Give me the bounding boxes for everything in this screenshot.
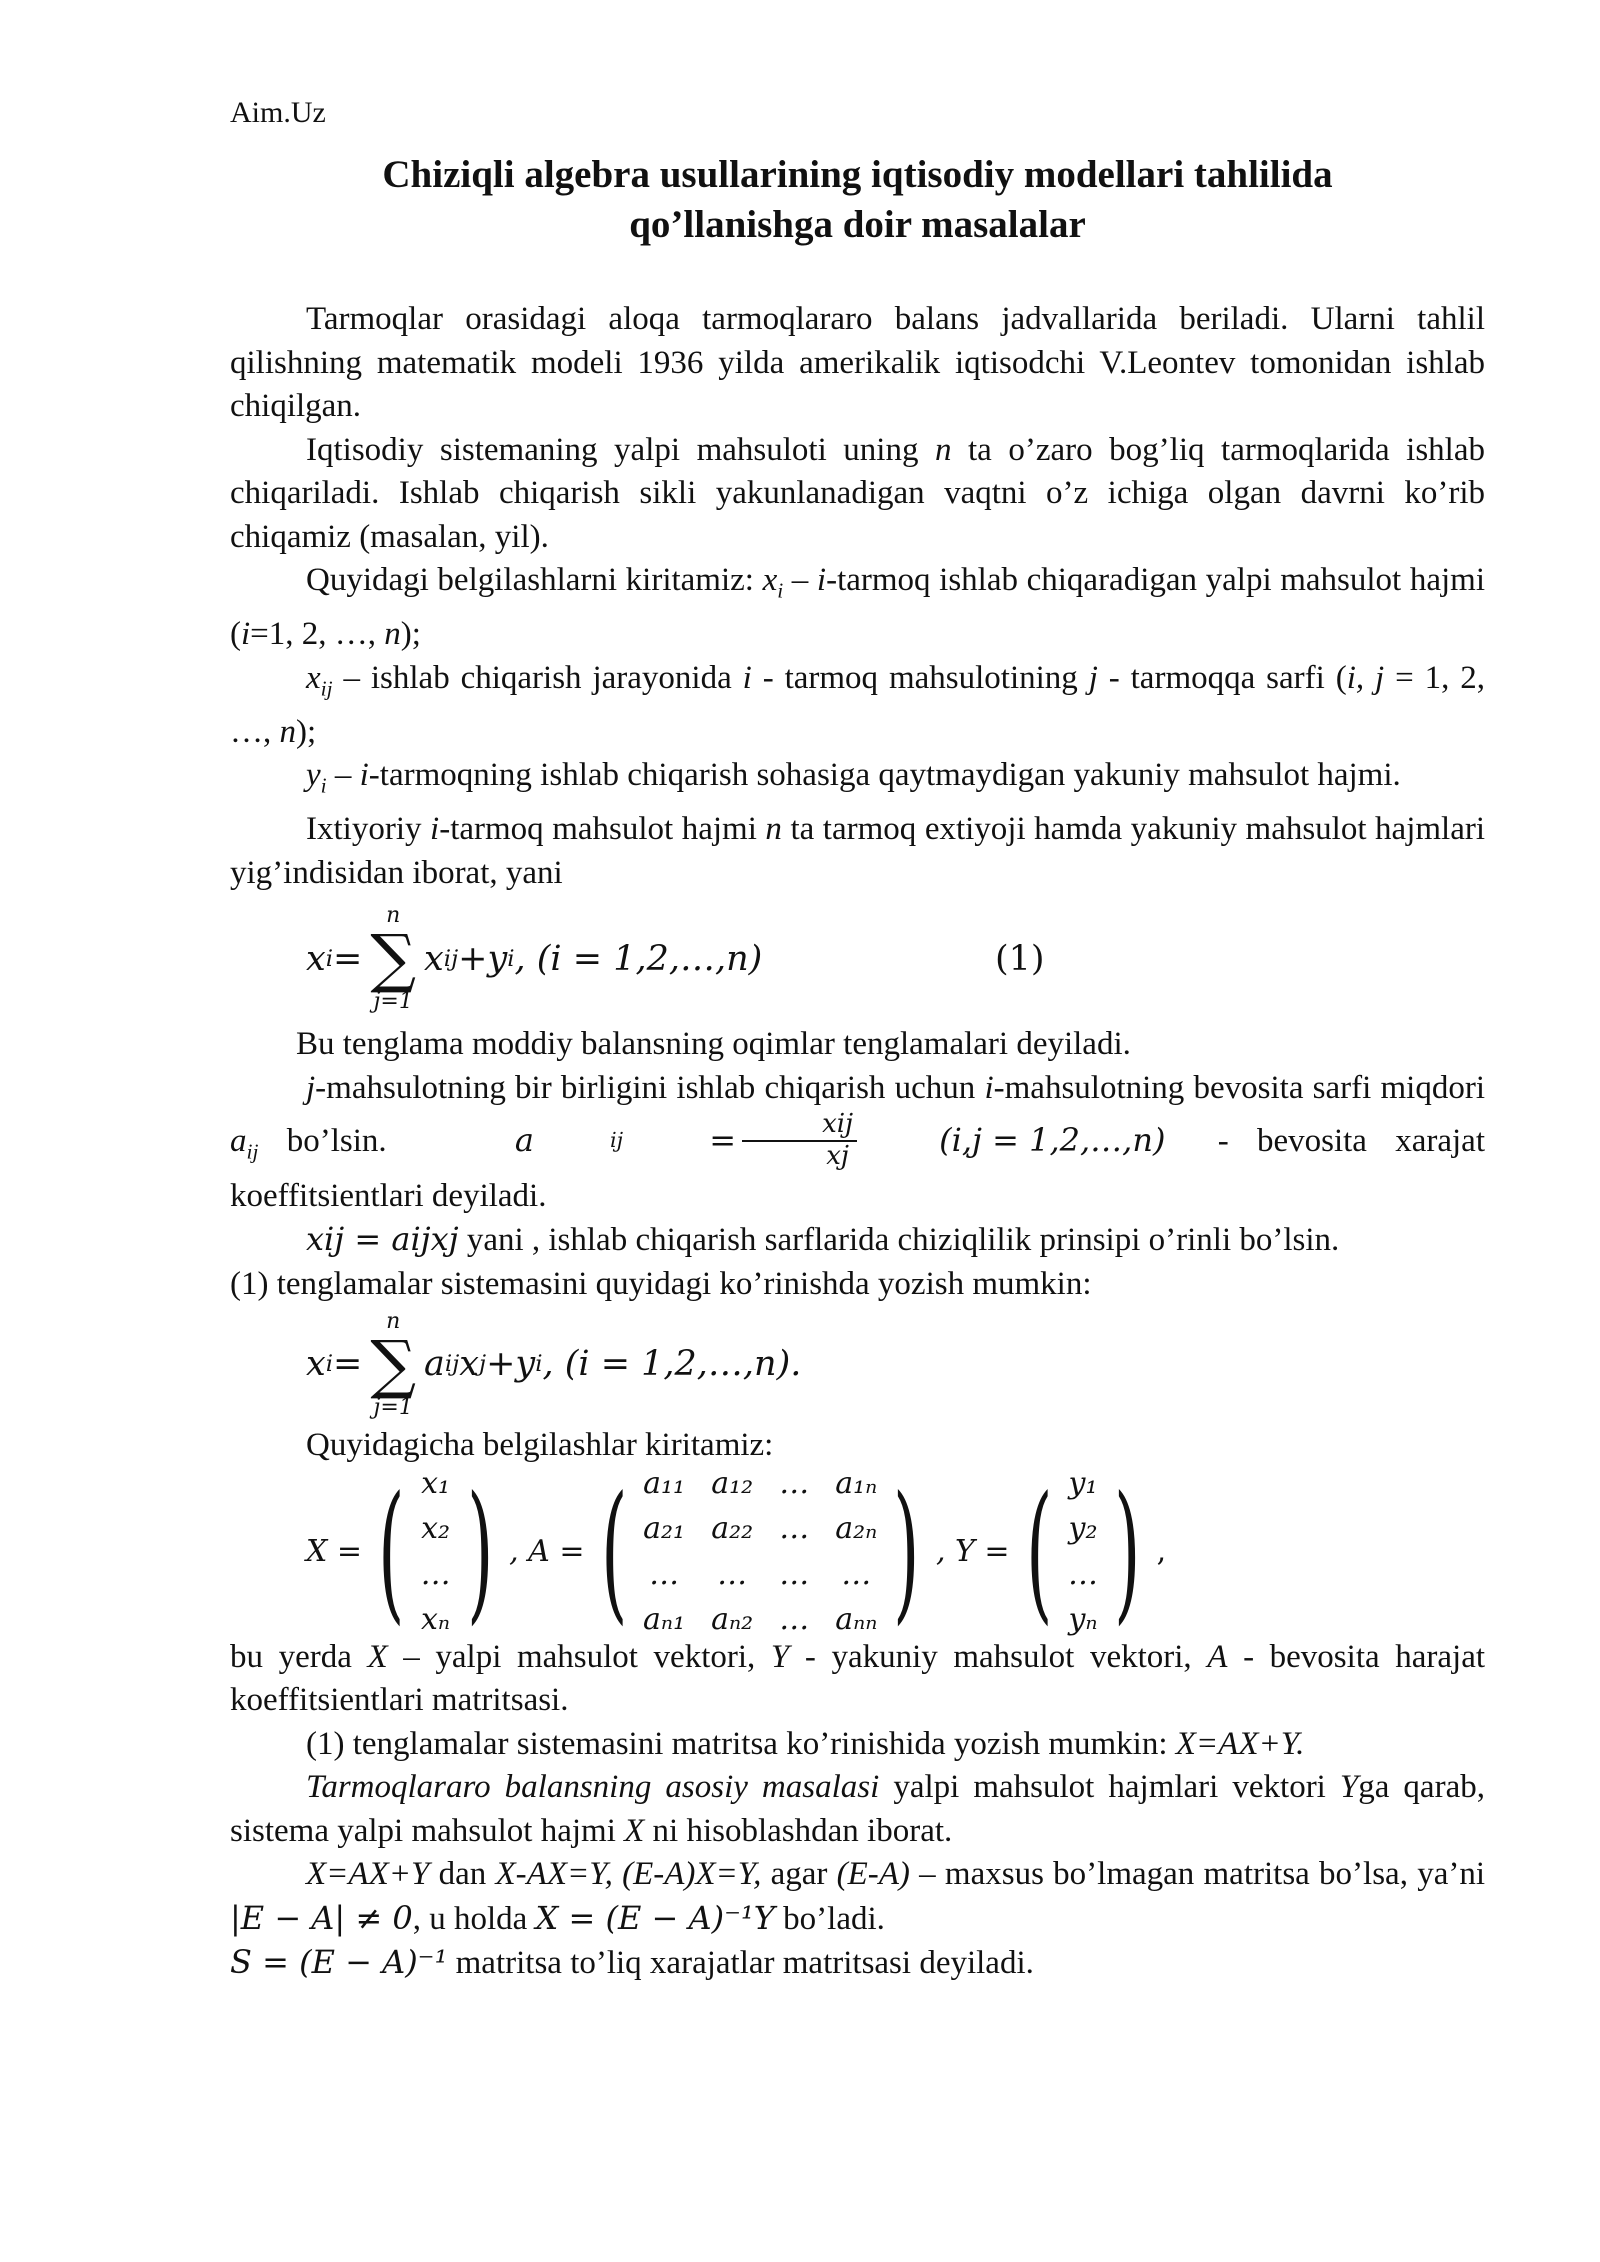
paragraph-3: Quyidagi belgilashlarni kiritamiz: $x_i$ – i-tarmoq ishlab chiqaradigan yalpi mahsulot hajmi (i=1, 2, …, n);: [230, 562, 1485, 653]
matrix-cell: …: [779, 1556, 810, 1592]
matrix-cell: …: [841, 1556, 872, 1592]
matrix-cell: …: [1068, 1556, 1099, 1592]
equation-1: x i = n ∑ j=1 x ij + y i , (i = 1,2,…,n) (1): [230, 895, 1485, 1023]
matrix-cell: …: [420, 1556, 451, 1592]
paragraph-1: Tarmoqlar orasidagi aloqa tarmoqlararo balans jadvallarida beriladi. Ularni tahlil qilishning matematik modeli 1936 yilda amerikalik iqtisodchi V.Leontev tomonidan ishlab chiqilgan.: [230, 301, 1485, 424]
matrix-cell: a₁ₙ: [835, 1465, 878, 1501]
matrix-cell: a₁₂: [711, 1465, 754, 1501]
matrix-x: [421, 1462, 451, 1642]
matrix-y: [1068, 1462, 1098, 1642]
matrix-cell: a₂₂: [711, 1511, 754, 1547]
coefficient-formula: a ij = $\frac{\text{xij}}{xj}$ (i,j = 1,2,…,n): [514, 1109, 1166, 1172]
matrix-cell: …: [649, 1556, 680, 1592]
paragraph-11: Quyidagicha belgilashlar kiritamiz:: [306, 1427, 774, 1464]
sum-symbol: n ∑ j=1: [370, 1309, 417, 1421]
matrix-cell: y₂: [1068, 1511, 1098, 1547]
paragraph-15: X=AX+Y dan X-AX=Y, (E-A)X=Y, agar (E-A) – maxsus bo’lmagan matritsa bo’lsa, ya’ni |E − A| ≠ 0, u holda X = (E − A)⁻¹Y bo’ladi.: [230, 1856, 1485, 1937]
matrix-cell: …: [717, 1556, 748, 1592]
document-body: [230, 298, 1485, 1986]
matrix-a: [643, 1462, 877, 1642]
paragraph-9: xij = aijxj yani , ishlab chiqarish sarflarida chiziqlilik prinsipi o’rinli bo’lsin.: [306, 1220, 1340, 1259]
equation-number: (1): [995, 938, 1045, 979]
paragraph-5: $y_i$ – i-tarmoqning ishlab chiqarish sohasiga qaytmaydigan yakuniy mahsulot hajmi.: [306, 757, 1401, 798]
matrix-definitions: X = ( x₁ x₂ … xₙ ) , A = ( a₁₁ a₁₂ … a₁ₙ a₂₁ a₂₂ … a₂ₙ … … … … aₙ₁ aₙ₂ … aₙₙ ) , Y = ( y₁ y₂ … yₙ ) ,: [230, 1468, 1485, 1636]
paragraph-2: Iqtisodiy sistemaning yalpi mahsuloti uning n ta o’zaro bog’liq tarmoqlarida ishlab chiqariladi. Ishlab chiqarish sikli yakunlanadigan vaqtni o’z ichiga olgan davrni ko’rib chiqamiz (masalan, yil).: [230, 431, 1485, 555]
matrix-cell: x₂: [421, 1511, 451, 1547]
matrix-cell: …: [779, 1465, 810, 1501]
paragraph-8: j-mahsulotning bir birligini ishlab chiqarish uchun i-mahsulotning bevosita sarfi miqdori $a_{ij}$ bo’lsin. a ij = $\frac{\text{xij}}{xj}$ (i,j = 1,2,…,n) - bevosita xarajat koeffitsientlari deyiladi.: [230, 1069, 1486, 1214]
paragraph-7: Bu tenglama moddiy balansning oqimlar tenglamalari deyiladi.: [296, 1026, 1131, 1063]
matrix-cell: x₁: [421, 1465, 451, 1501]
matrix-cell: xₙ: [421, 1602, 451, 1638]
matrix-a-label: , A =: [509, 1533, 585, 1569]
matrix-cell: aₙₙ: [835, 1602, 878, 1638]
matrix-cell: a₂ₙ: [835, 1511, 878, 1547]
equation-2: x i = n ∑ j=1 a ij x j + y i , (i = 1,2,…,n).: [306, 1309, 802, 1421]
source-label: Aim.Uz: [230, 96, 326, 129]
page-title: [230, 150, 1485, 250]
matrix-cell: yₙ: [1068, 1602, 1098, 1638]
matrix-x-label: X =: [306, 1533, 363, 1569]
paragraph-12: bu yerda X – yalpi mahsulot vektori, Y - yakuniy mahsulot vektori, A - bevosita harajat koeffitsientlari matritsasi.: [230, 1638, 1486, 1719]
sum-symbol: n ∑ j=1: [370, 903, 417, 1015]
paragraph-6: Ixtiyoriy i-tarmoq mahsulot hajmi n ta tarmoq extiyoji hamda yakuniy mahsulot hajmlari yig’indisidan iborat, yani: [230, 811, 1486, 891]
matrix-cell: a₂₁: [643, 1511, 686, 1547]
title-line-1: Chiziqli algebra usullarining iqtisodiy modellari tahlilida: [382, 153, 1333, 196]
paragraph-10: (1) tenglamalar sistemasini quyidagi ko’rinishda yozish mumkin:: [230, 1265, 1092, 1302]
matrix-cell: aₙ₁: [643, 1602, 686, 1638]
matrix-cell: aₙ₂: [711, 1602, 754, 1638]
matrix-cell: a₁₁: [643, 1465, 686, 1501]
matrix-cell: …: [779, 1602, 810, 1638]
matrix-y-label: , Y =: [935, 1533, 1010, 1569]
paragraph-13: (1) tenglamalar sistemasini matritsa ko’rinishida yozish mumkin: X=AX+Y.: [306, 1725, 1305, 1762]
matrix-cell: …: [779, 1511, 810, 1547]
paragraph-16: S = (E − A)⁻¹ matritsa to’liq xarajatlar matritsasi deyiladi.: [230, 1943, 1034, 1982]
paragraph-4: $x_{ij}$ – ishlab chiqarish jarayonida i - tarmoq mahsulotining j - tarmoqqa sarfi (i, j = 1, 2, …, n);: [230, 659, 1485, 750]
matrix-cell: y₁: [1068, 1465, 1098, 1501]
title-line-2: qo’llanishga doir masalalar: [629, 203, 1086, 246]
paragraph-14: Tarmoqlararo balansning asosiy masalasi yalpi mahsulot hajmlari vektori Yga qarab, sistema yalpi mahsulot hajmi X ni hisoblashdan iborat.: [230, 1769, 1485, 1849]
